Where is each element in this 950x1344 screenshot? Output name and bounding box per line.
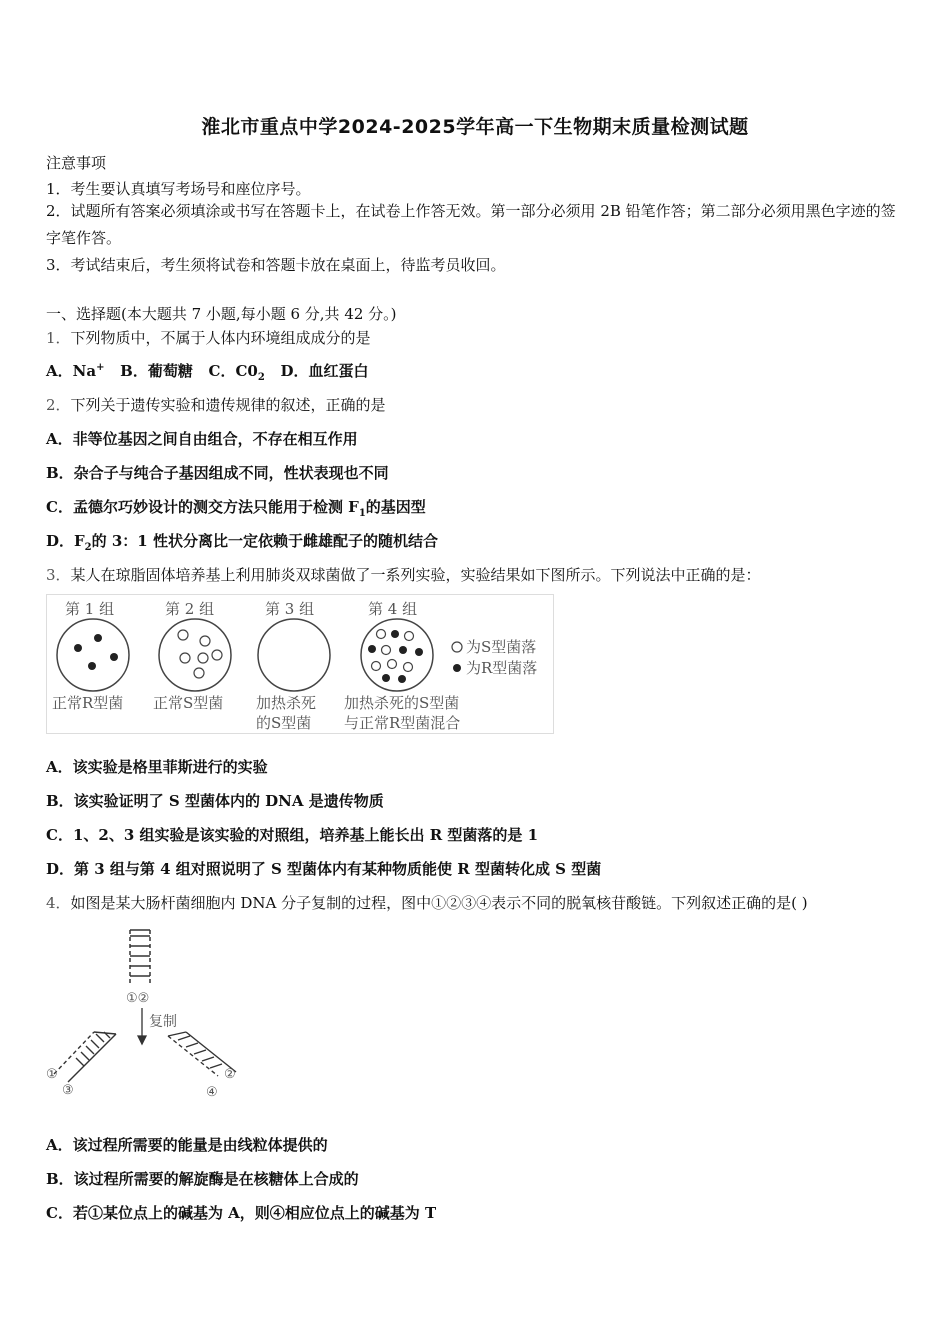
question-number: 1． (46, 329, 71, 347)
replication-label: 复制 (149, 1014, 177, 1030)
question-1-options (46, 360, 368, 383)
q3-option-d: D．第 3 组与第 4 组对照说明了 S 型菌体内有某种物质能使 R 型菌转化成 S 型菌 (46, 860, 602, 878)
legend-s-marker (452, 642, 462, 652)
q2-option-c: C．孟德尔巧妙设计的测交方法只能用于检测 $F_1$的基因型 (46, 498, 426, 519)
legend-r-label: 为R型菌落 (466, 659, 538, 677)
caption-1: 正常R型菌 (52, 694, 124, 712)
notice-item-2: 2．试题所有答案必须填涂或书写在答题卡上，在试卷上作答无效。第一部分必须用 2B 铅笔作答；第二部分必须用黑色字迹的签字笔作答。 (46, 202, 896, 247)
q2-option-a: A．非等位基因之间自由组合，不存在相互作用 (46, 430, 358, 448)
option-c: C．$C0_2$ (208, 362, 265, 383)
daughter-dna-left (54, 1032, 116, 1082)
question-4-stem (46, 892, 808, 913)
group-4-label: 第 4 组 (368, 600, 418, 618)
q4-option-b: B．该过程所需要的解旋酶是在核糖体上合成的 (46, 1170, 359, 1188)
petri-dish-3 (258, 619, 330, 691)
parent-strand-labels: ①② (126, 991, 150, 1006)
notice-item-3: 3．考试结束后，考生须将试卷和答题卡放在桌面上，待监考员收回。 (46, 256, 506, 274)
question-text: 某人在琼脂固体培养基上利用肺炎双球菌做了一系列实验，实验结果如下图所示。下列说法中正确的是： (70, 566, 761, 584)
right-strand-4-label: ④ (206, 1085, 218, 1100)
caption-3-line-1: 加热杀死 (256, 694, 317, 712)
q4-option-a: A．该过程所需要的能量是由线粒体提供的 (46, 1136, 328, 1154)
question-number: 2． (46, 396, 71, 414)
question-text: 下列关于遗传实验和遗传规律的叙述，正确的是 (70, 396, 386, 414)
caption-4-line-1: 加热杀死的S型菌 (344, 694, 460, 712)
option-a: A．Na+ (46, 362, 105, 380)
group-2-label: 第 2 组 (165, 600, 215, 618)
petri-dish-2 (159, 619, 231, 691)
replication-arrow (138, 1008, 146, 1044)
q4-option-c: C．若①某位点上的碱基为 A，则④相应位点上的碱基为 T (46, 1204, 437, 1222)
q3-option-a: A．该实验是格里菲斯进行的实验 (46, 758, 268, 776)
parent-dna-helix (130, 930, 150, 986)
dna-replication-figure (46, 926, 246, 1106)
question-3-stem (46, 564, 761, 585)
petri-dish-1 (57, 619, 129, 691)
notice-item-1: 1．考生要认真填写考场号和座位序号。 (46, 180, 311, 198)
petri-dish-4 (361, 619, 433, 691)
q2-option-d: D．$F_2$的 3：1 性状分离比一定依赖于雌雄配子的随机结合 (46, 532, 438, 553)
question-number: 4． (46, 894, 71, 912)
caption-4-line-2: 与正常R型菌混合 (344, 714, 461, 732)
legend-r-marker (453, 664, 461, 672)
page-title: 淮北市重点中学2024-2025学年高一下生物期末质量检测试题 (201, 116, 749, 138)
question-text: 下列物质中，不属于人体内环境组成成分的是 (70, 329, 371, 347)
right-strand-2-label: ② (224, 1067, 236, 1082)
question-2-stem (46, 394, 386, 415)
caption-3-line-2: 的S型菌 (256, 714, 312, 732)
notice-heading: 注意事项 (46, 154, 107, 172)
bacteria-experiment-figure (46, 594, 554, 734)
q3-option-b: B．该实验证明了 S 型菌体内的 DNA 是遗传物质 (46, 792, 384, 810)
option-b: B．葡萄糖 (120, 362, 193, 380)
section-heading: 一、选择题(本大题共 7 小题,每小题 6 分,共 42 分。) (46, 305, 397, 323)
question-1-stem (46, 327, 371, 348)
question-number: 3． (46, 566, 71, 584)
caption-2: 正常S型菌 (153, 694, 224, 712)
left-strand-1-label: ① (46, 1067, 58, 1082)
group-1-label: 第 1 组 (65, 600, 115, 618)
left-strand-3-label: ③ (62, 1083, 74, 1098)
q3-option-c: C．1、2、3 组实验是该实验的对照组，培养基上能长出 R 型菌落的是 1 (46, 826, 539, 844)
question-text: 如图是某大肠杆菌细胞内 DNA 分子复制的过程，图中①②③④表示不同的脱氧核苷酸链。下列叙述正确的是( ) (70, 894, 808, 912)
legend-s-label: 为S型菌落 (466, 638, 537, 656)
q2-option-b: B．杂合子与纯合子基因组成不同，性状表现也不同 (46, 464, 389, 482)
option-d: D．血红蛋白 (280, 362, 369, 380)
group-3-label: 第 3 组 (265, 600, 315, 618)
